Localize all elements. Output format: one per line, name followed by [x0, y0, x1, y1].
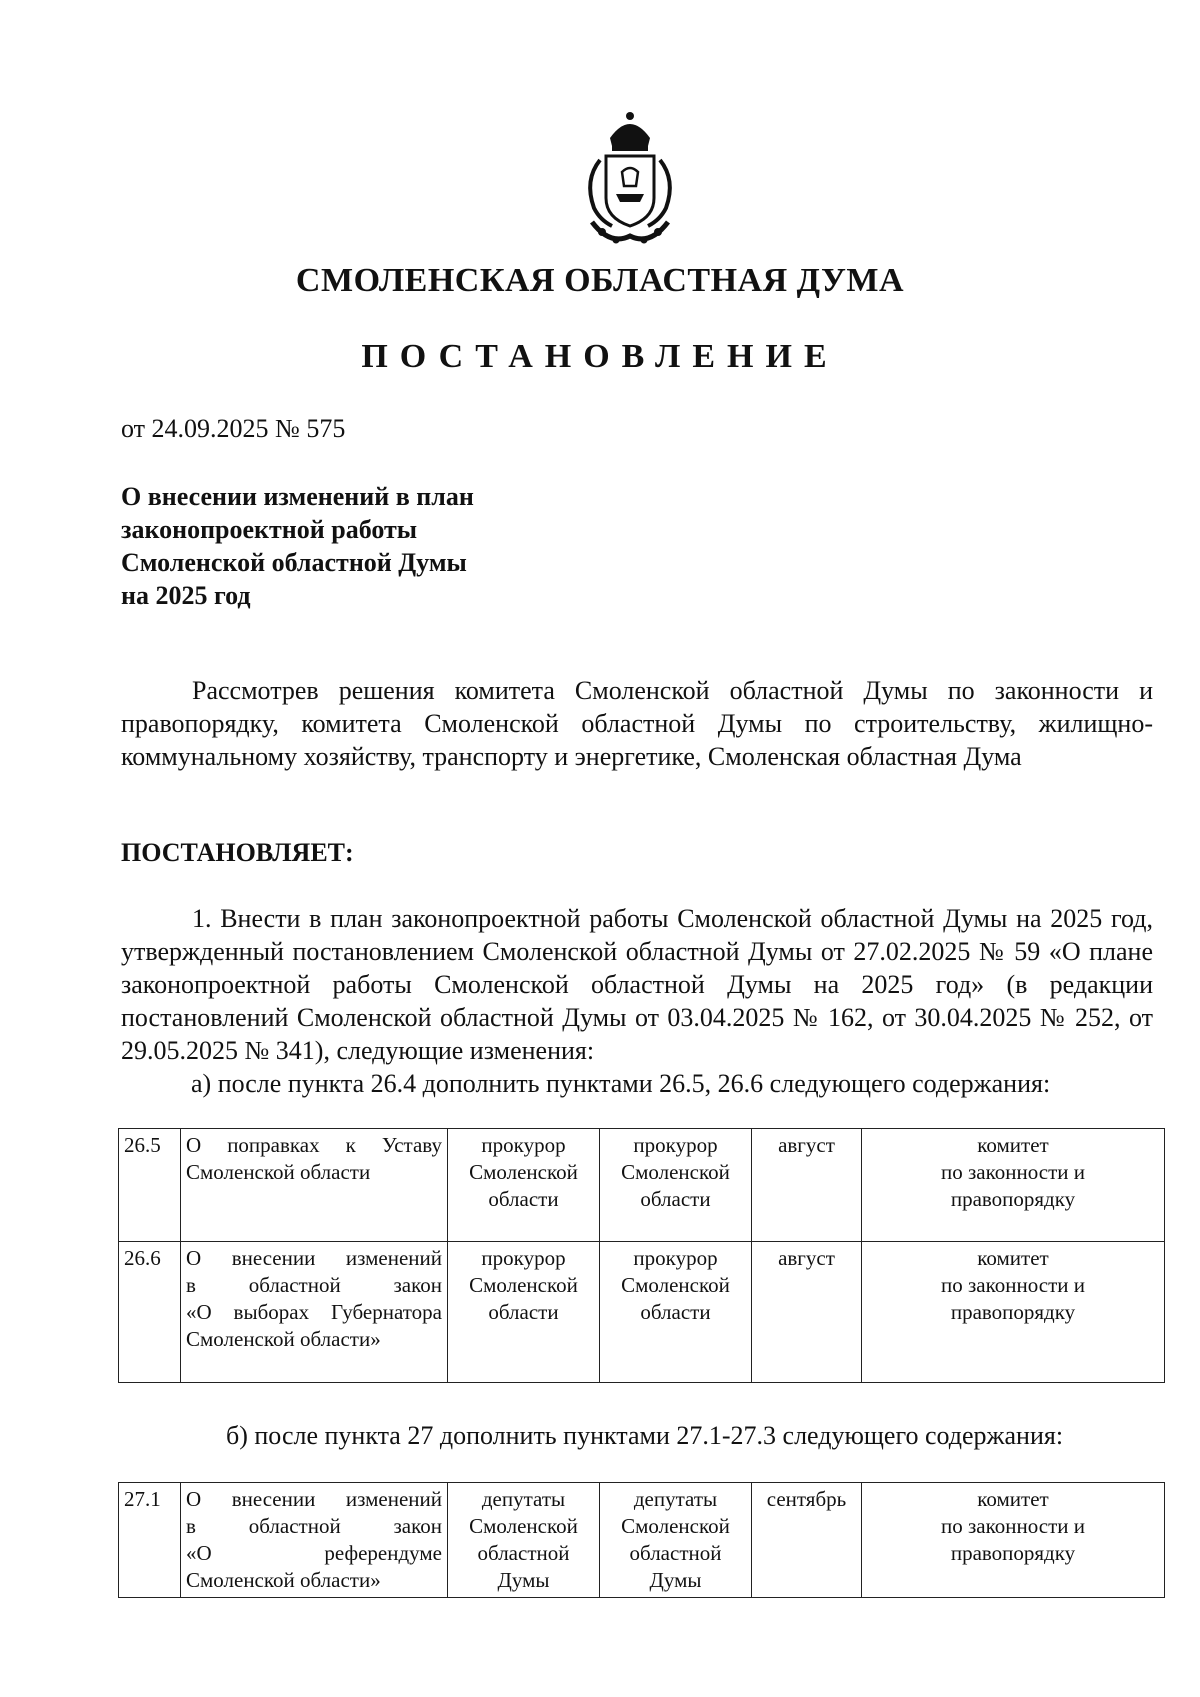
cell-line: правопорядку [950, 1187, 1076, 1211]
amendments-table-b [118, 1482, 1165, 1598]
cell-line: Смоленской [469, 1160, 578, 1184]
initiator-cell [600, 1129, 752, 1242]
cell-line: депутаты [481, 1487, 566, 1511]
developer-cell [448, 1129, 600, 1242]
cell-line: Смоленской [469, 1273, 578, 1297]
bill-title-line: в областной закон [186, 1514, 442, 1538]
subitem-b: б) после пункта 27 дополнить пунктами 27.1-27.3 следующего содержания: [226, 1421, 1064, 1450]
committee-cell [862, 1129, 1165, 1242]
table-row [119, 1483, 1165, 1598]
committee-cell [862, 1242, 1165, 1383]
cell-line: области [640, 1187, 711, 1211]
bill-title [181, 1483, 448, 1598]
bill-title [181, 1242, 448, 1383]
subject-line: законопроектной работы [121, 515, 418, 544]
bill-title-line: «О референдуме [186, 1541, 442, 1565]
initiator-cell [600, 1483, 752, 1598]
organization-title: СМОЛЕНСКАЯ ОБЛАСТНАЯ ДУМА [295, 262, 905, 299]
subject-line: Смоленской областной Думы [121, 548, 467, 577]
month-cell: сентябрь [752, 1483, 862, 1598]
committee-cell [862, 1483, 1165, 1598]
cell-line: Смоленской [621, 1514, 730, 1538]
cell-line: Смоленской [621, 1273, 730, 1297]
month-cell: август [752, 1242, 862, 1383]
cell-line: прокурор [633, 1133, 718, 1157]
cell-line: области [488, 1187, 559, 1211]
resolves-heading: ПОСТАНОВЛЯЕТ: [121, 838, 354, 867]
bill-title-line: О поправках к Уставу [186, 1133, 442, 1157]
subitem-a: а) после пункта 26.4 дополнить пунктами 26.5, 26.6 следующего содержания: [191, 1069, 1051, 1098]
cell-line: по законности и [941, 1160, 1085, 1184]
cell-line: областной [477, 1541, 570, 1565]
cell-line: по законности и [941, 1273, 1085, 1297]
smolensk-coat-of-arms-icon [570, 110, 690, 250]
bill-title-line: в областной закон [186, 1273, 442, 1297]
subject-line: на 2025 год [121, 581, 251, 610]
initiator-cell [600, 1242, 752, 1383]
cell-line: Думы [497, 1568, 550, 1592]
document-type-heading: ПОСТАНОВЛЕНИЕ [361, 338, 839, 375]
bill-title-line: О внесении изменений [186, 1246, 442, 1270]
document-date-number: от 24.09.2025 № 575 [121, 414, 346, 443]
month-cell: август [752, 1129, 862, 1242]
cell-line: депутаты [633, 1487, 718, 1511]
cell-line: прокурор [481, 1246, 566, 1270]
bill-title-line: Смоленской области» [186, 1568, 381, 1592]
cell-line: Смоленской [469, 1514, 578, 1538]
document-subject [121, 480, 541, 612]
item-1-paragraph: 1. Внести в план законопроектной работы Смоленской областной Думы на 2025 год, утвержденный постановлением Смоленской областной Думы от 27.02.2025 № 59 «О плане законопроектной работы Смоленской областной Думы на 2025 год» (в редакции постановлений Смоленской областной Думы от 03.04.2025 № 162, от 30.04.2025 № 252, от 29.05.2025 № 341), следующие изменения: [121, 904, 1153, 1065]
cell-line: по законности и [941, 1514, 1085, 1538]
cell-line: комитет [977, 1487, 1049, 1511]
row-number: 26.6 [119, 1242, 181, 1383]
bill-title-line: О внесении изменений [186, 1487, 442, 1511]
cell-line: области [488, 1300, 559, 1324]
cell-line: Смоленской [621, 1160, 730, 1184]
bill-title [181, 1129, 448, 1242]
intro-paragraph: Рассмотрев решения комитета Смоленской областной Думы по законности и правопорядку, комитета Смоленской областной Думы по строительству, жилищно-коммунальному хозяйству, транспорту и энергетике, Смоленская областная Дума [121, 676, 1153, 771]
cell-line: комитет [977, 1246, 1049, 1270]
cell-line: области [640, 1300, 711, 1324]
developer-cell [448, 1242, 600, 1383]
bill-title-line: Смоленской области» [186, 1327, 381, 1351]
cell-line: правопорядку [950, 1300, 1076, 1324]
cell-line: областной [629, 1541, 722, 1565]
bill-title-line: Смоленской области [186, 1160, 371, 1184]
subject-line: О внесении изменений в план [121, 482, 474, 511]
row-number: 26.5 [119, 1129, 181, 1242]
cell-line: правопорядку [950, 1541, 1076, 1565]
cell-line: Думы [649, 1568, 702, 1592]
amendments-table-a [118, 1128, 1165, 1383]
bill-title-line: «О выборах Губернатора [186, 1300, 442, 1324]
cell-line: комитет [977, 1133, 1049, 1157]
table-row [119, 1129, 1165, 1242]
cell-line: прокурор [633, 1246, 718, 1270]
row-number: 27.1 [119, 1483, 181, 1598]
cell-line: прокурор [481, 1133, 566, 1157]
developer-cell [448, 1483, 600, 1598]
table-row [119, 1242, 1165, 1383]
